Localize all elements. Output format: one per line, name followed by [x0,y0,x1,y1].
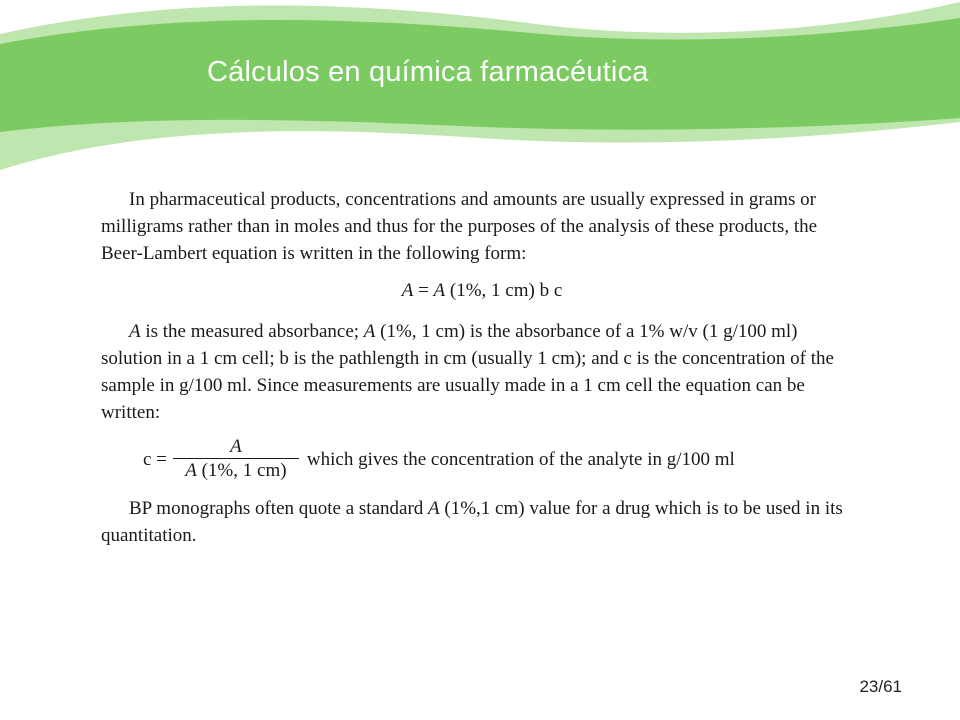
eq2-lhs: c = [143,449,167,470]
p3-text1: BP monographs often quote a standard [129,498,429,519]
p2-text2: (1%, 1 cm) is the absorbance of a 1% w/v (1 g/100 ml) solution in a 1 cm cell; b is the pathlength in cm (usually 1 cm); and c is the concentration of the sample in g/100 ml. Since measurements are usually made in a 1 cm cell the equation can be written: [101,321,834,423]
concentration-equation [143,436,861,483]
page-number: 23/61 [859,677,902,696]
eq2-numerator: A [173,436,299,459]
eq1-equals: = [413,280,434,301]
eq1-rhs-var: A [433,280,446,301]
eq2-denominator-var: A [185,460,197,481]
paragraph-definitions [101,318,861,426]
eq1-lhs-var: A [401,280,414,301]
eq2-fraction [173,436,299,483]
eq2-denominator [185,459,286,483]
p3-text2: (1%,1 cm) value for a drug which is to be used in its quantitation. [101,498,843,546]
paragraph-bp-monographs [101,495,861,549]
p3-var: A [428,498,440,519]
title-banner [0,0,960,200]
eq1-rhs-rest: (1%, 1 cm) b c [445,280,563,301]
beer-lambert-equation [101,277,861,304]
eq2-explanation: which gives the concentration of the analyte in g/100 ml [306,449,735,470]
slide-title: Cálculos en química farmacéutica [207,56,649,88]
slide-body [101,186,861,549]
p2-var2: A [363,321,376,342]
eq2-denominator-rest: (1%, 1 cm) [196,460,287,481]
p2-text1: is the measured absorbance; [140,321,364,342]
p2-var: A [129,321,141,342]
paragraph-intro: In pharmaceutical products, concentrations and amounts are usually expressed in grams or milligrams rather than in moles and thus for the purposes of the analysis of these products, the Beer-Lambert equation is written in the following form: [101,189,818,264]
